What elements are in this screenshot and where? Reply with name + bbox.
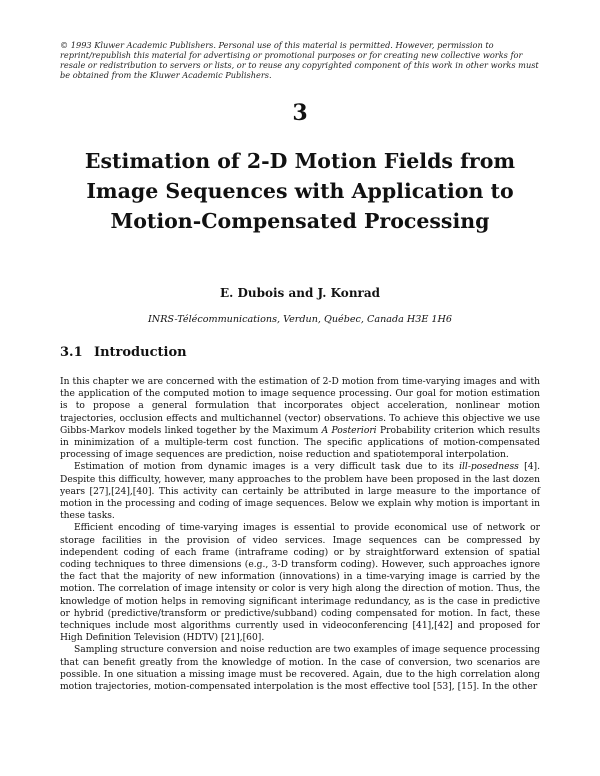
paragraph-text: [4]. Despite this difficulty, however, many approaches to the problem have been proposed in the last dozen years [27],[24],[40]. This activity can certainly be attributed in large measure to the importance of motion in the processing and coding of image sequences. Below we explain why motion is important in these tasks. (60, 462, 540, 522)
paragraph-3: Efficient encoding of time-varying images is essential to provide economical use of network or storage facilities in the provision of video services. Image sequences can be compressed by independent coding of each frame (intraframe coding) or by straightforward extension of spatial coding techniques to three dimensions (e.g., 3-D transform coding). However, such approaches ignore the fact that the majority of new information (innovations) in a time-varying image is carried by the motion. The correlation of image intensity or color is very high along the direction of motion. Thus, the knowledge of motion helps in removing significant interimage redundancy, as is the case in predictive or hybrid (predictive/transform or predictive/subband) coding compensated for motion. In fact, these techniques include most algorithms currently used in videoconferencing [41],[42] and proposed for High Definition Television (HDTV) [21],[60]. (60, 523, 540, 644)
paragraph-1 (60, 376, 540, 461)
affiliation: INRS-Télécommunications, Verdun, Québec, Canada H3E 1H6 (148, 314, 452, 325)
emphasis: A Posteriori (321, 425, 377, 436)
paragraph-2 (60, 461, 540, 522)
section-heading (60, 345, 187, 360)
paragraph-4: Sampling structure conversion and noise reduction are two examples of image sequence processing that can benefit greatly from the knowledge of motion. In the case of conversion, two scenarios are possible. In one situation a missing image must be recovered. Again, due to the high correlation along motion trajectories, motion-compensated interpolation is the most effective tool [53], [15]. In the other (60, 645, 540, 693)
paragraph-text: In this chapter we are concerned with the estimation of 2-D motion from time-varying images and with the application of the computed motion to image sequence processing. Our goal for motion estimation is to propose a general formulation that incorporates object acceleration, nonlinear motion trajectories, occlusion effects and multichannel (vector) observations. To achieve this objective we use Gibbs-Markov models linked together by the Maximum (60, 377, 540, 436)
chapter-title: Estimation of 2-D Motion Fields from Image Sequences with Application to Motion-Compensated Processing (84, 149, 516, 233)
chapter-number: 3 (292, 100, 308, 126)
section-title: Introduction (94, 345, 187, 360)
paragraph-text: Estimation of motion from dynamic images is a very difficult task due to its (74, 462, 460, 473)
paragraph-text: Probability criterion which results in minimization of a multiple-term cost function. The specific applications of motion-compensated processing of image sequences are prediction, noise reduction and spatiotemporal interpolation. (60, 425, 541, 461)
section-number: 3.1 (60, 345, 83, 360)
copyright-notice: © 1993 Kluwer Academic Publishers. Personal use of this material is permitted. However, permission to reprint/republish this material for advertising or promotional purposes or for creating new collective works for resale or redistribution to servers or lists, or to reuse any copyrighted component of this work in other works must be obtained from the Kluwer Academic Publishers. (60, 40, 539, 80)
emphasis: ill-posedness (459, 462, 519, 473)
authors: E. Dubois and J. Konrad (219, 286, 381, 300)
body-text (60, 376, 540, 693)
